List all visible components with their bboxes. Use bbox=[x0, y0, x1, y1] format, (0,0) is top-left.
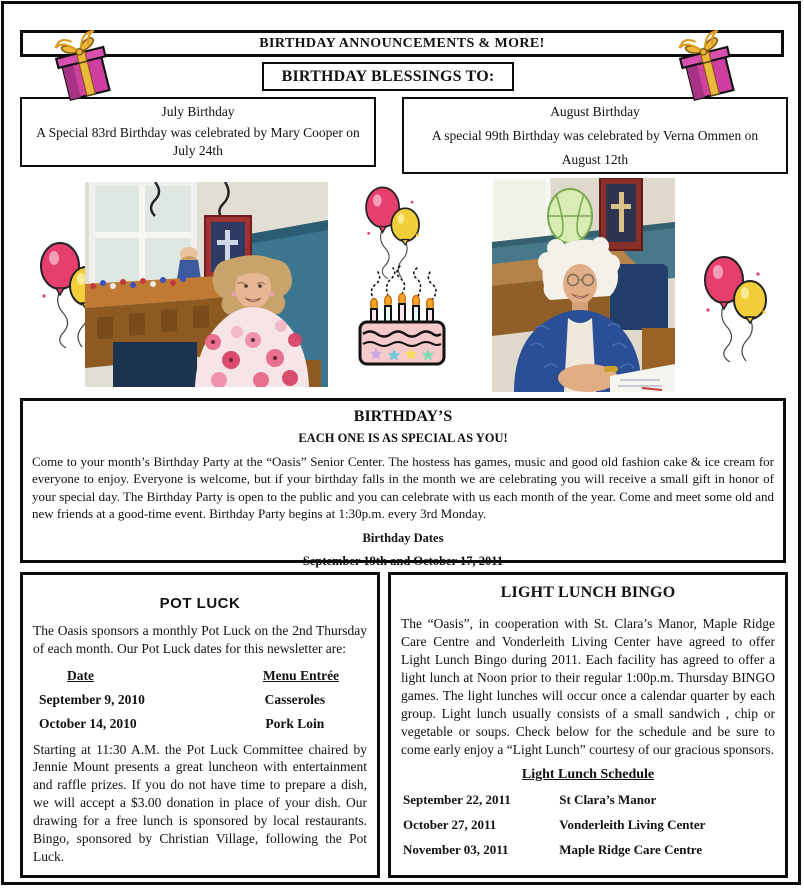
banner-title: BIRTHDAY ANNOUNCEMENTS & MORE! bbox=[259, 35, 545, 51]
birthdays-body: Come to your month’s Birthday Party at the “Oasis” Senior Center. The hostess has games, music and good old fashion cake & ice cream for everyone to enjoy. Everyone is welcome, but if your birthday falls in the month we are celebrating you will receive a small gift in honor of your special day. The Birthday Party is open to the public and you can celebrate with us each month of the year. Come and meet some old and new friends at a good-time event. Birthday Party begins at 1:30p.m. every 3rd Monday. bbox=[32, 454, 774, 521]
photo-verna-ommen bbox=[492, 178, 675, 392]
potluck-table-header bbox=[33, 668, 367, 684]
potluck-menu-header: Menu Entrée bbox=[262, 667, 340, 683]
august-birthday-box bbox=[402, 97, 788, 174]
potluck-row-date: September 9, 2010 bbox=[39, 691, 145, 707]
lightlunch-body: The “Oasis”, in cooperation with St. Clara’s Manor, Maple Ridge Care Centre and Vonderleith Living Center have agreed to offer Light Lunch Bingo during 2011. Each facility has agreed to offer a light lunch at Noon prior to their regular 1:00p.m. Thursday BINGO games. The light lunches will occur once a calendar quarter by each group. Light lunch usually consists of a small sandwich , chip or vegetable or soups. Check below for the schedule and be sure to come early enjoy a “Light Lunch” courtesy of our gracious sponsors. bbox=[401, 616, 775, 757]
potluck-intro: The Oasis sponsors a monthly Pot Luck on the 2nd Thursday of each month. Our Pot Luck dates for this newsletter are: bbox=[33, 623, 367, 656]
birthday-cake-icon bbox=[350, 262, 454, 372]
potluck-row-menu: Pork Loin bbox=[265, 715, 325, 731]
schedule-date: October 27, 2011 bbox=[403, 816, 497, 832]
august-title: August Birthday bbox=[550, 104, 640, 119]
potluck-section bbox=[20, 572, 380, 878]
table-row bbox=[33, 692, 367, 708]
birthdays-section bbox=[20, 398, 786, 569]
potluck-row-date: October 14, 2010 bbox=[39, 715, 137, 731]
schedule-location: St Clara’s Manor bbox=[559, 791, 657, 807]
gift-icon bbox=[48, 26, 120, 104]
gift-icon bbox=[672, 26, 744, 104]
lightlunch-schedule-title: Light Lunch Schedule bbox=[521, 766, 655, 782]
list-item bbox=[401, 842, 775, 858]
table-row bbox=[33, 716, 367, 732]
birthday-dates: September 19th and October 17, 2011 bbox=[302, 554, 504, 569]
potluck-table bbox=[33, 668, 367, 732]
blessings-title: BIRTHDAY BLESSINGS TO: bbox=[281, 67, 495, 85]
photo-mary-cooper bbox=[85, 182, 328, 387]
list-item bbox=[401, 792, 775, 808]
august-line2: August 12th bbox=[561, 152, 629, 168]
banner-box bbox=[20, 30, 784, 57]
lightlunch-title: LIGHT LUNCH BINGO bbox=[500, 584, 676, 601]
lightlunch-section bbox=[388, 572, 788, 878]
list-item bbox=[401, 817, 775, 833]
potluck-body: Starting at 11:30 A.M. the Pot Luck Committee chaired by Jennie Mount presents a great luncheon with entertainment and raffle prizes. If you do not have time to prepare a dish, we will accept a $3.00 donation in place of your dish. Our drawing for a free lunch is sponsored by local restaurants. Bingo, sponsored by Christian Village, following the Pot Luck. bbox=[33, 741, 367, 864]
july-title: July Birthday bbox=[161, 104, 235, 119]
blessings-box bbox=[262, 62, 514, 91]
schedule-location: Vonderleith Living Center bbox=[559, 816, 706, 832]
potluck-row-menu: Casseroles bbox=[264, 691, 326, 707]
birthdays-subtitle: EACH ONE IS AS SPECIAL AS YOU! bbox=[298, 431, 508, 445]
birthdays-title: BIRTHDAY’S bbox=[353, 408, 453, 425]
potluck-title: POT LUCK bbox=[159, 595, 241, 612]
schedule-date: November 03, 2011 bbox=[403, 841, 509, 857]
balloons-icon bbox=[700, 252, 772, 367]
july-body: A Special 83rd Birthday was celebrated by Mary Cooper on July 24th bbox=[36, 125, 360, 159]
august-line1: A special 99th Birthday was celebrated by Verna Ommen on bbox=[431, 128, 759, 144]
birthday-dates-title: Birthday Dates bbox=[362, 531, 444, 546]
potluck-date-header: Date bbox=[67, 667, 94, 683]
schedule-date: September 22, 2011 bbox=[403, 791, 511, 807]
july-birthday-box bbox=[20, 97, 376, 167]
schedule-location: Maple Ridge Care Centre bbox=[559, 841, 703, 857]
